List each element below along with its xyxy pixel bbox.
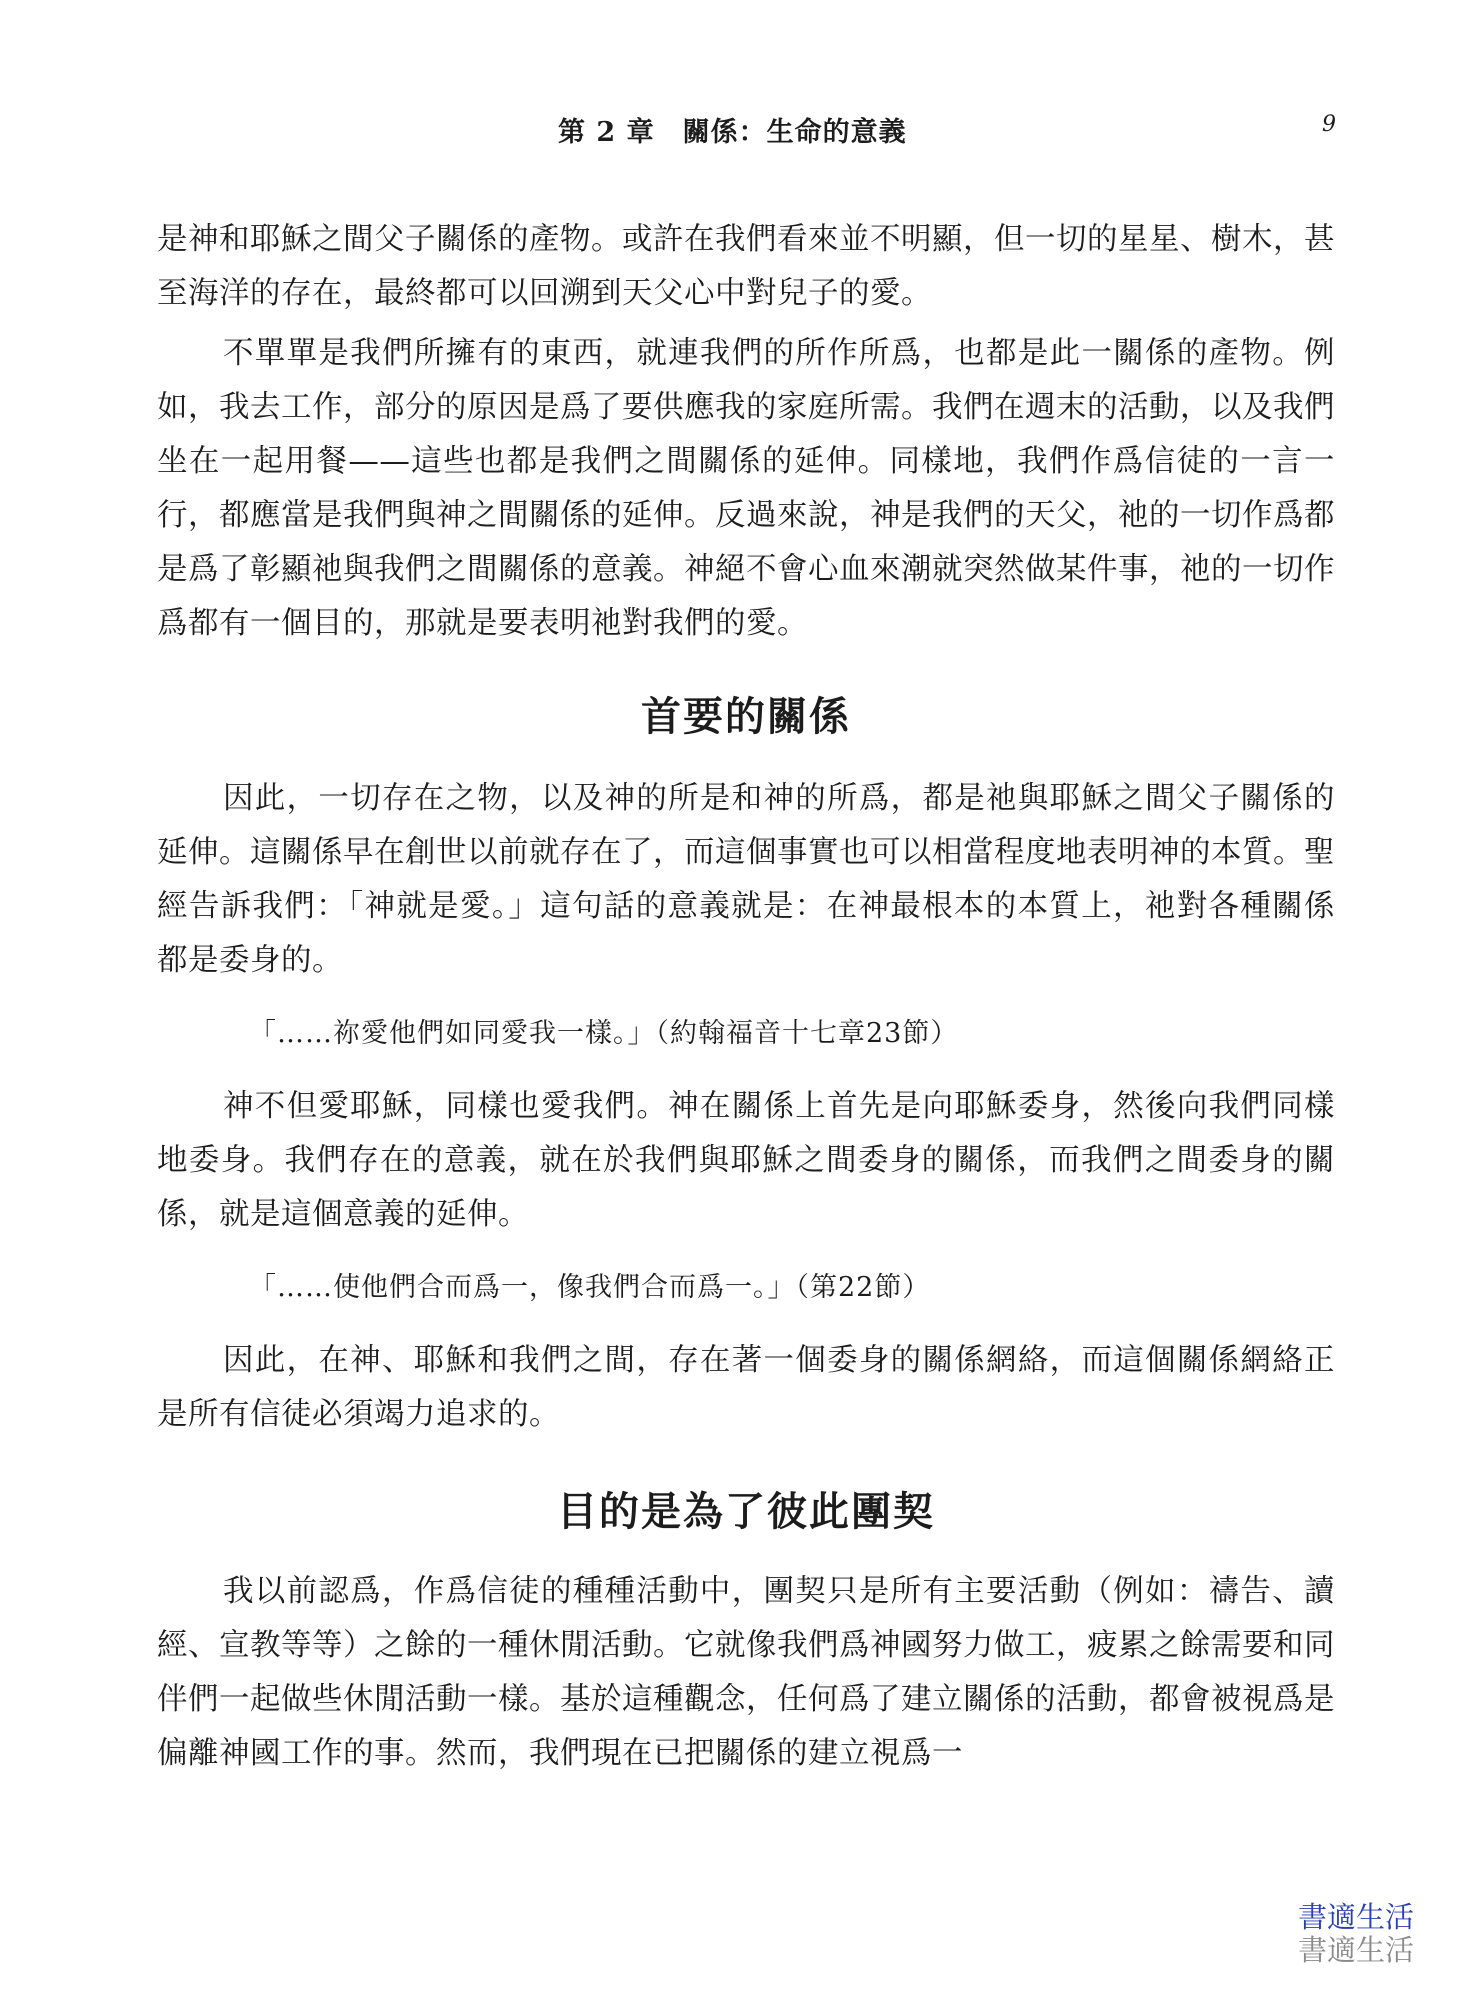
section-heading: 首要的關係 bbox=[641, 694, 851, 740]
running-header bbox=[0, 110, 1478, 150]
paragraph: 不單單是我們所擁有的東西，就連我們的所作所爲，也都是此一關係的產物。例如，我去工作，部分的原因是爲了要供應我的家庭所需。我們在週末的活動，以及我們坐在一起用餐——這些也都是我們之間關係的延伸。同樣地，我們作爲信徒的一言一行，都應當是我們與神之間關係的延伸。反過來說，神是我們的天父，祂的一切作爲都是爲了彰顯祂與我們之間關係的意義。神絕不會心血來潮就突然做某件事，祂的一切作爲都有一個目的，那就是要表明祂對我們的愛。 bbox=[157, 336, 1335, 641]
section-heading: 目的是為了彼此團契 bbox=[557, 1489, 935, 1535]
paragraph: 因此，在神、耶穌和我們之間，存在著一個委身的關係網絡，而這個關係網絡正是所有信徒必須竭力追求的。 bbox=[157, 1343, 1335, 1432]
paragraph: 我以前認爲，作爲信徒的種種活動中，團契只是所有主要活動（例如：禱告、讀經、宣教等等）之餘的一種休閒活動。它就像我們爲神國努力做工，疲累之餘需要和同伴們一起做些休閒活動一樣。基於這種觀念，任何爲了建立關係的活動，都會被視爲是偏離神國工作的事。然而，我們現在已把關係的建立視爲一 bbox=[157, 1574, 1335, 1771]
page-number: 9 bbox=[1322, 112, 1336, 137]
page-body bbox=[157, 213, 1335, 1781]
scripture-quote: 「……使他們合而爲一，像我們合而爲一。」（第22節） bbox=[249, 1272, 931, 1303]
paragraph-continued: 是神和耶穌之間父子關係的產物。或許在我們看來並不明顯，但一切的星星、樹木，甚至海洋的存在，最終都可以回溯到天父心中對兒子的愛。 bbox=[157, 222, 1335, 311]
chapter-title: 第 2 章 關係：生命的意義 bbox=[558, 117, 907, 148]
paragraph: 神不但愛耶穌，同樣也愛我們。神在關係上首先是向耶穌委身，然後向我們同樣地委身。我們存在的意義，就在於我們與耶穌之間委身的關係，而我們之間委身的關係，就是這個意義的延伸。 bbox=[157, 1089, 1335, 1232]
watermark-logo-text: 書適生活 bbox=[1298, 1900, 1415, 1934]
scripture-quote: 「……祢愛他們如同愛我一樣。」（約翰福音十七章23節） bbox=[249, 1018, 959, 1049]
watermark-logo-text-shadow: 書適生活 bbox=[1298, 1933, 1415, 1967]
paragraph: 因此，一切存在之物，以及神的所是和神的所爲，都是祂與耶穌之間父子關係的延伸。這關係早在創世以前就存在了，而這個事實也可以相當程度地表明神的本質。聖經告訴我們：「神就是愛。」這句話的意義就是：在神最根本的本質上，祂對各種關係都是委身的。 bbox=[157, 781, 1335, 978]
